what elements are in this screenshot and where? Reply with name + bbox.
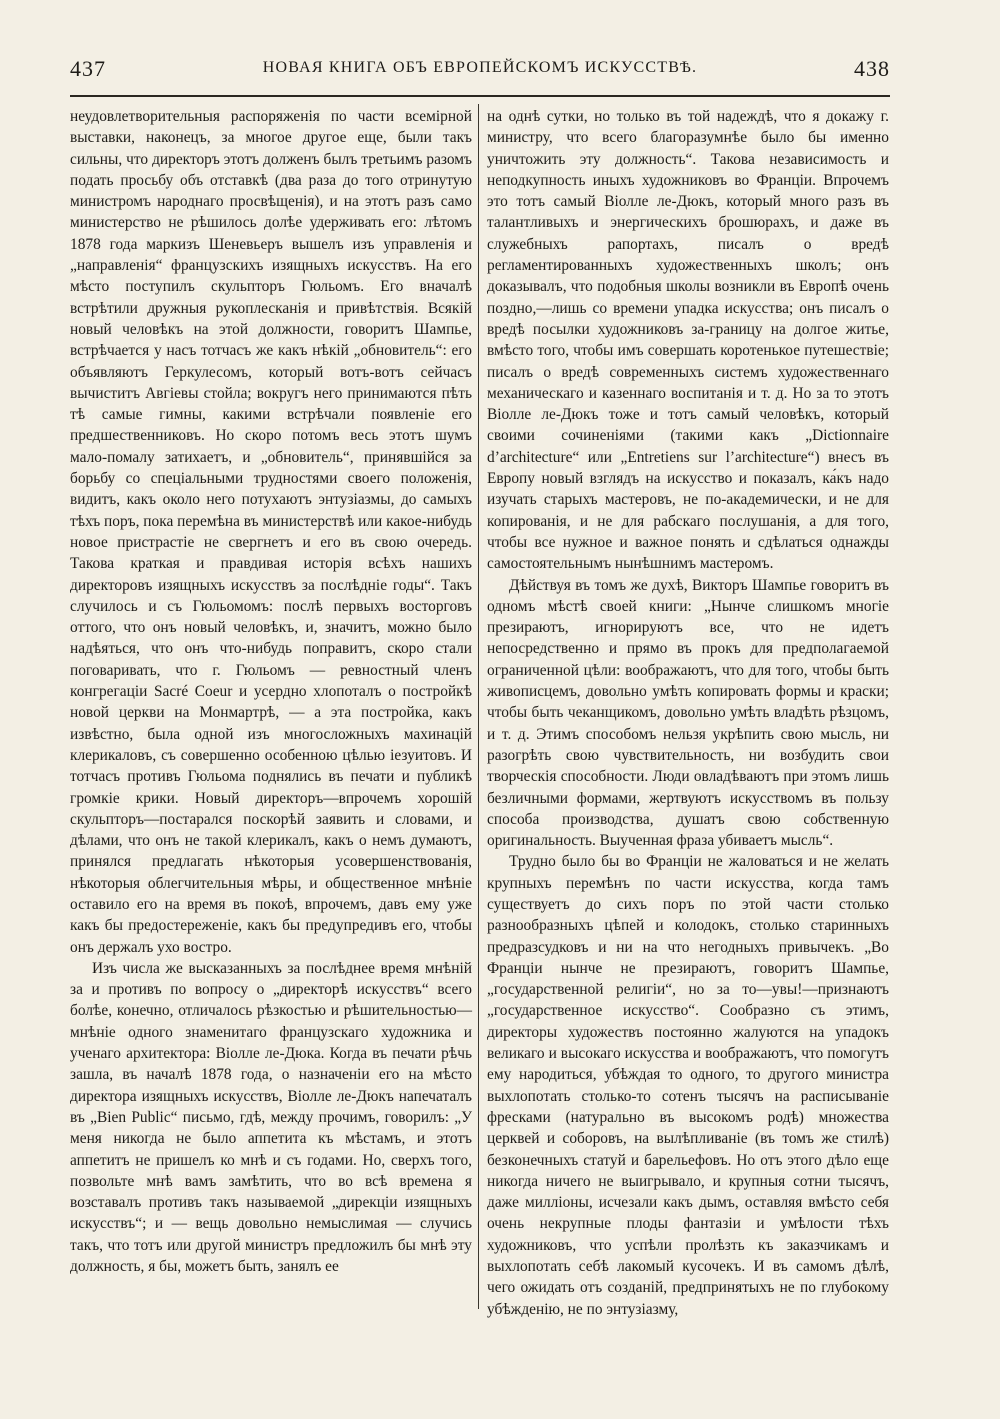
page-number-left: 437 <box>70 56 106 81</box>
left-paragraph-2: Изъ числа же высказанныхъ за послѣднее время мнѣній за и противъ по вопросу о „директорѣ искусствъ“ всего болѣе, конечно, отличалось рѣзкостью и рѣшительностью—мнѣніе одного знаменитаго французскаго художника и ученаго архитектора: Віолле ле-Дюка. Когда въ печати рѣчь зашла, въ началѣ 1878 года, о назначеніи его на мѣсто директора изящныхъ искусствъ, Віолле ле-Дюкъ напечаталъ въ „Bien Public“ письмо, гдѣ, между прочимъ, говорилъ: „У меня никогда не было аппетита къ мѣстамъ, и этотъ аппетитъ не пришелъ ко мнѣ и съ годами. Но, сверхъ того, позвольте мнѣ вамъ замѣтить, что во всѣ времена я возставалъ противъ такъ называемой „дирекціи изящныхъ искусствъ“; и — вещь довольно немыслимая — случись такъ, что тотъ или другой министръ предложилъ бы мнѣ эту должность, я бы, можетъ быть, занялъ ее <box>70 959 472 1276</box>
column-divider <box>478 104 479 1309</box>
right-column <box>487 106 889 1320</box>
right-paragraph-3: Трудно было бы во Франціи не жаловаться и не желать крупныхъ перемѣнъ по части искусства, когда тамъ существуетъ до сихъ поръ по этой части столько разнообразныхъ цѣпей и колодокъ, столько старинныхъ предразсудковъ и ни на что негодныхъ привычекъ. „Во Франціи нынче не презираютъ, говоритъ Шампье, „государственной религіи“, но за то—увы!—признаютъ „государственное искусство“. Сообразно съ этимъ, директоры художествъ постоянно жалуются на упадокъ великаго и высокаго искусства и воображаютъ, что помогутъ ему народиться, убѣждая то одного, то другого министра выхлопотать столько-то сотенъ тысячъ на расписываніе фресками (натурально въ высокомъ родѣ) множества церквей и соборовъ, на вылѣпливаніе (въ томъ же стилѣ) безконечныхъ статуй и барельефовъ. Но отъ этого дѣло еще никогда ничего не выигрывало, и крупныя сотни тысячъ, даже милліоны, исчезали какъ дымъ, оставляя вмѣсто себя очень некрупные плоды фантазіи и умѣлости тѣхъ художниковъ, что успѣли пролѣзть къ заказчикамъ и выхлопотать себѣ лакомый кусочекъ. И въ самомъ дѣлѣ, чего ожидать отъ созданій, предпринятыхъ не по глубокому убѣжденію, не по энтузіазму, <box>487 853 889 1318</box>
right-paragraph-2: Дѣйствуя въ томъ же духѣ, Викторъ Шампье говоритъ въ одномъ мѣстѣ своей книги: „Нынче слишкомъ многіе презираютъ, игнорируютъ все, что не идетъ непосредственно и прямо въ прокъ для предполагаемой ограниченной цѣли: воображаютъ, что для того, чтобы быть живописцемъ, довольно умѣть копировать формы и краски; чтобы быть чеканщикомъ, довольно умѣть владѣть рѣзцомъ, и т. д. Этимъ способомъ нельзя укрѣпить свою мысль, ни разогрѣть свою чувствительность, ни возбудить свои творческія способности. Люди овладѣваютъ при этомъ лишь безличными формами, жертвуютъ искусствомъ въ пользу способа производства, душатъ свою собственную оригинальность. Выученная фраза убиваетъ мысль“. <box>487 576 889 850</box>
running-title: НОВАЯ КНИГА ОБЪ ЕВРОПЕЙСКОМЪ ИСКУССТВѢ. <box>262 59 698 76</box>
left-paragraph-1: неудовлетворительныя распоряженія по части всемірной выставки, наконецъ, за многое другое еще, были такъ сильны, что директоръ этотъ долженъ былъ третьимъ разомъ подать просьбу объ отставкѣ (два раза до того отринутую министромъ народнаго просвѣщенія), и на этотъ разъ само министерство не рѣшилось долѣе удерживать его: лѣтомъ 1878 года маркизъ Шеневьеръ вышелъ изъ управленія и „направленія“ французскихъ изящныхъ искусствъ. На его мѣсто поступилъ скульпторъ Гюльомъ. Его вначалѣ встрѣтили дружныя рукоплесканія и привѣтствія. Всякій новый человѣкъ на этой должности, говоритъ Шампье, встрѣчается у насъ тотчасъ же какъ нѣкій „обновитель“: его объявляютъ Геркулесомъ, который вотъ-вотъ сейчасъ вычиститъ Авгіевы стойла; вокругъ него принимаются пѣть тѣ самые гимны, какими встрѣчали появленіе его предшественниковъ. Но скоро потомъ весь этотъ шумъ мало-помалу затихаетъ, и „обновитель“, принявшійся за борьбу со спеціальными трудностями своего положенія, видитъ, какъ около него потухаютъ энтузіазмы, до самыхъ тѣхъ поръ, пока перемѣна въ министерствѣ или какое-нибудь новое пристрастіе не свергнетъ и его въ свою очередь. Такова краткая и правдивая исторія всѣхъ нашихъ директоровъ изящныхъ искусствъ за послѣдніе годы“. Такъ случилось и съ Гюльомомъ: послѣ первыхъ восторговъ оттого, что онъ новый человѣкъ, и, значитъ, можно было надѣяться, что онъ что-нибудь поправитъ, скоро стали поговаривать, что г. Гюльомъ — ревностный членъ конгрегаціи Sacré Coeur и усердно хлопоталъ о постройкѣ новой церкви на Монмартрѣ, — а эта постройка, какъ извѣстно, была одной изъ многосложныхъ махинацій клерикаловъ, съ совершенно особенною цѣлью іезуитовъ. И тотчасъ противъ Гюльома поднялись въ печати и публикѣ громкіе крики. Новый директоръ—впрочемъ хорошій скульпторъ—постарался поскорѣй заявить и словами, и дѣлами, что онъ не такой клерикалъ, какъ о немъ думаютъ, принялся предлагать нѣкоторыя усовершенствованія, нѣкоторыя облегчительныя мѣры, и общественное мнѣніе оставило его на время въ покоѣ, впрочемъ, давъ ему уже какъ бы предостереженіе, какъ бы предупредивъ его, чтобы онъ держалъ ухо востро. <box>70 108 472 956</box>
header-rule <box>70 95 890 97</box>
page-header <box>70 56 890 86</box>
right-paragraph-1: на однѣ сутки, но только въ той надеждѣ, что я докажу г. министру, что всего благоразумнѣе было бы именно уничтожить эту должность“. Такова независимость и неподкупность иныхъ художниковъ во Франціи. Впрочемъ это тотъ самый Віолле ле-Дюкъ, который много разъ въ талантливыхъ и энергическихъ брошюрахъ, и даже въ служебныхъ рапортахъ, писалъ о вредѣ регламентированныхъ художественныхъ школъ; онъ доказывалъ, что подобныя школы возникли въ Европѣ очень поздно,—лишь со времени упадка искусства; онъ писалъ о вредѣ посылки художниковъ за-границу на долгое житье, вмѣсто того, чтобы имъ совершать коротенькое путешествіе; писалъ о вредѣ современныхъ системъ художественнаго механическаго и казеннаго воспитанія и т. д. Но за то этотъ Віолле ле-Дюкъ тоже и тотъ самый человѣкъ, который своими сочиненіями (такими какъ „Dictionnaire d’architecture“ или „Entretiens sur l’architecture“) внесъ въ Европу новый взглядъ на искусство и показалъ, ка́къ надо изучать старыхъ мастеровъ, не по-академически, и не для копированія, и не для рабскаго послушанія, а для того, чтобы все нужное и важное понять и сдѣлаться однажды самостоятельнымъ нынѣшнимъ мастеромъ. <box>487 108 889 573</box>
left-column <box>70 106 472 1277</box>
page-number-right: 438 <box>854 56 890 81</box>
